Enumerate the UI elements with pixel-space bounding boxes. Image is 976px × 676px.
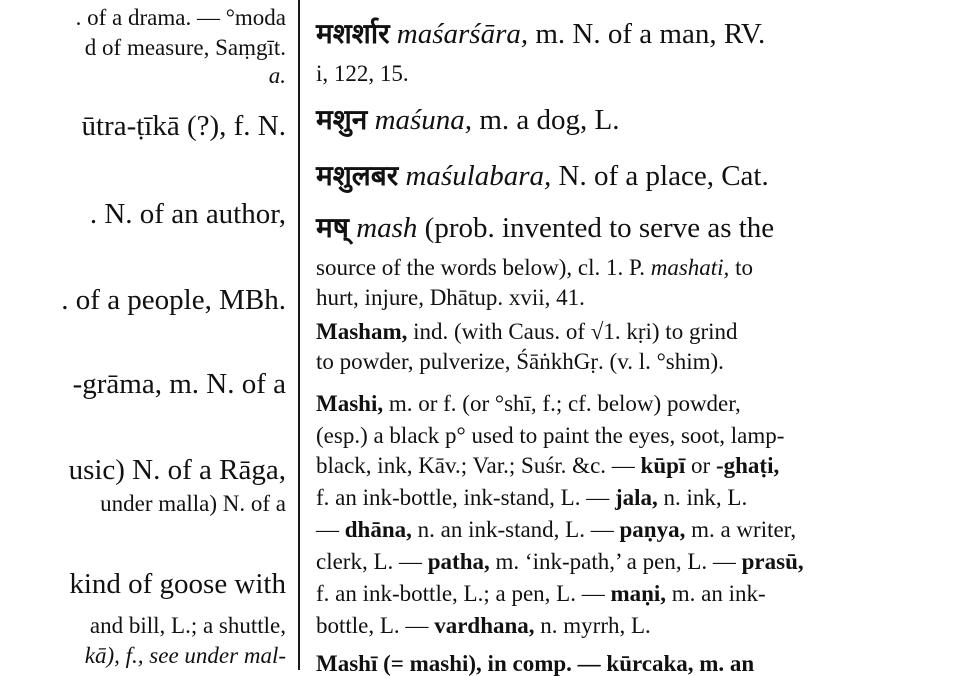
subheadword: patha, <box>427 549 490 574</box>
left-line-7: -grāma, m. N. of a <box>72 368 286 400</box>
devanagari-headword: मष् <box>316 211 349 244</box>
subheadword: dhāna, <box>344 517 412 542</box>
entry-mashi-line7 <box>316 582 766 605</box>
devanagari-headword: मशुन <box>316 103 368 136</box>
left-line-2: d of measure, Saṃgīt. <box>84 35 286 60</box>
devanagari-headword: मशर्शार <box>316 17 390 50</box>
entry-mashi-line8 <box>316 614 651 637</box>
entry-mashi-line6 <box>316 550 804 573</box>
transliteration: maśuna, <box>374 104 473 136</box>
left-line-1: . of a drama. — °moda <box>75 5 286 30</box>
entry-mashi-line3 <box>316 454 779 477</box>
subheadword: vardhana, <box>434 613 535 638</box>
entry-masham <box>316 320 738 343</box>
text: m. ‘ink-path,’ a pen, L. — <box>495 549 736 574</box>
transliteration: maśarśāra, <box>396 18 529 50</box>
subheadword: jala, <box>614 485 658 510</box>
entry-mashuna <box>316 103 620 136</box>
text: n. ink, L. <box>663 485 748 510</box>
definition: N. of a place, Cat. <box>558 160 769 192</box>
text: bottle, L. — <box>316 613 429 638</box>
entry-mashi-long: Mashī (= mashi), in comp. — kūrcaka, m. an <box>316 651 755 676</box>
text: n. myrrh, L. <box>540 613 651 638</box>
headword: Mashi, <box>316 391 384 416</box>
text: or <box>691 453 711 478</box>
left-line-6: . of a people, MBh. <box>61 284 286 316</box>
entry-masham-line2: to powder, pulverize, ŚāṅkhGṛ. (v. l. °shim). <box>316 349 724 374</box>
entry-mashi-line2: (esp.) a black p° used to paint the eyes, soot, lamp- <box>316 423 785 448</box>
text: m. a writer, <box>691 517 797 542</box>
entry-mash-line2 <box>316 256 753 279</box>
transliteration: maśulabara, <box>405 160 552 192</box>
text: source of the words below), cl. 1. P. <box>316 255 645 280</box>
definition: ind. (with Caus. of √1. kṛi) to grind <box>413 319 738 344</box>
text: n. an ink-stand, L. — <box>417 517 614 542</box>
text: to <box>735 255 753 280</box>
text: — <box>316 517 339 542</box>
text: black, ink, Kāv.; Var.; Suśr. &c. — <box>316 453 635 478</box>
transliteration: mash <box>356 212 418 244</box>
devanagari-headword: मशुलबर <box>316 159 399 192</box>
left-line-8: usic) N. of a Rāga, <box>68 454 286 486</box>
entry-masharshara-ref: i, 122, 15. <box>316 61 409 86</box>
left-line-3: a. <box>268 63 286 88</box>
entry-mashulabara <box>316 159 769 192</box>
column-divider <box>298 0 300 670</box>
subheadword: paṇya, <box>619 517 686 542</box>
text: m. an ink- <box>671 581 766 606</box>
entry-mash-line3: hurt, injure, Dhātup. xvii, 41. <box>316 285 585 310</box>
subheadword: kūpī <box>640 453 686 478</box>
subheadword: -ghaṭi, <box>715 453 780 478</box>
definition: m. N. of a man, RV. <box>535 18 766 50</box>
subheadword: maṇi, <box>610 581 667 606</box>
left-line-9: under malla) N. of a <box>100 491 286 516</box>
entry-mashi <box>316 392 741 415</box>
text: clerk, L. — <box>316 549 423 574</box>
headword: Masham, <box>316 319 408 344</box>
entry-masharshara <box>316 17 766 50</box>
definition: (prob. invented to serve as the <box>424 212 775 244</box>
left-line-12: kā), f., see under mal- <box>84 643 286 668</box>
text: f. an ink-bottle, ink-stand, L. — <box>316 485 610 510</box>
entry-mash <box>316 211 775 244</box>
left-line-4: ūtra-ṭīkā (?), f. N. <box>81 110 286 142</box>
text-italic: mashati, <box>650 255 730 280</box>
left-line-11: and bill, L.; a shuttle, <box>89 613 286 638</box>
entry-mashi-line4 <box>316 486 747 509</box>
definition: m. or f. (or °shī, f.; cf. below) powder, <box>388 391 741 416</box>
left-line-5: . N. of an author, <box>89 198 286 230</box>
left-line-10: kind of goose with <box>69 568 286 600</box>
text: f. an ink-bottle, L.; a pen, L. — <box>316 581 605 606</box>
definition: m. a dog, L. <box>479 104 620 136</box>
subheadword: prasū, <box>741 549 804 574</box>
entry-mashi-line5 <box>316 518 796 541</box>
